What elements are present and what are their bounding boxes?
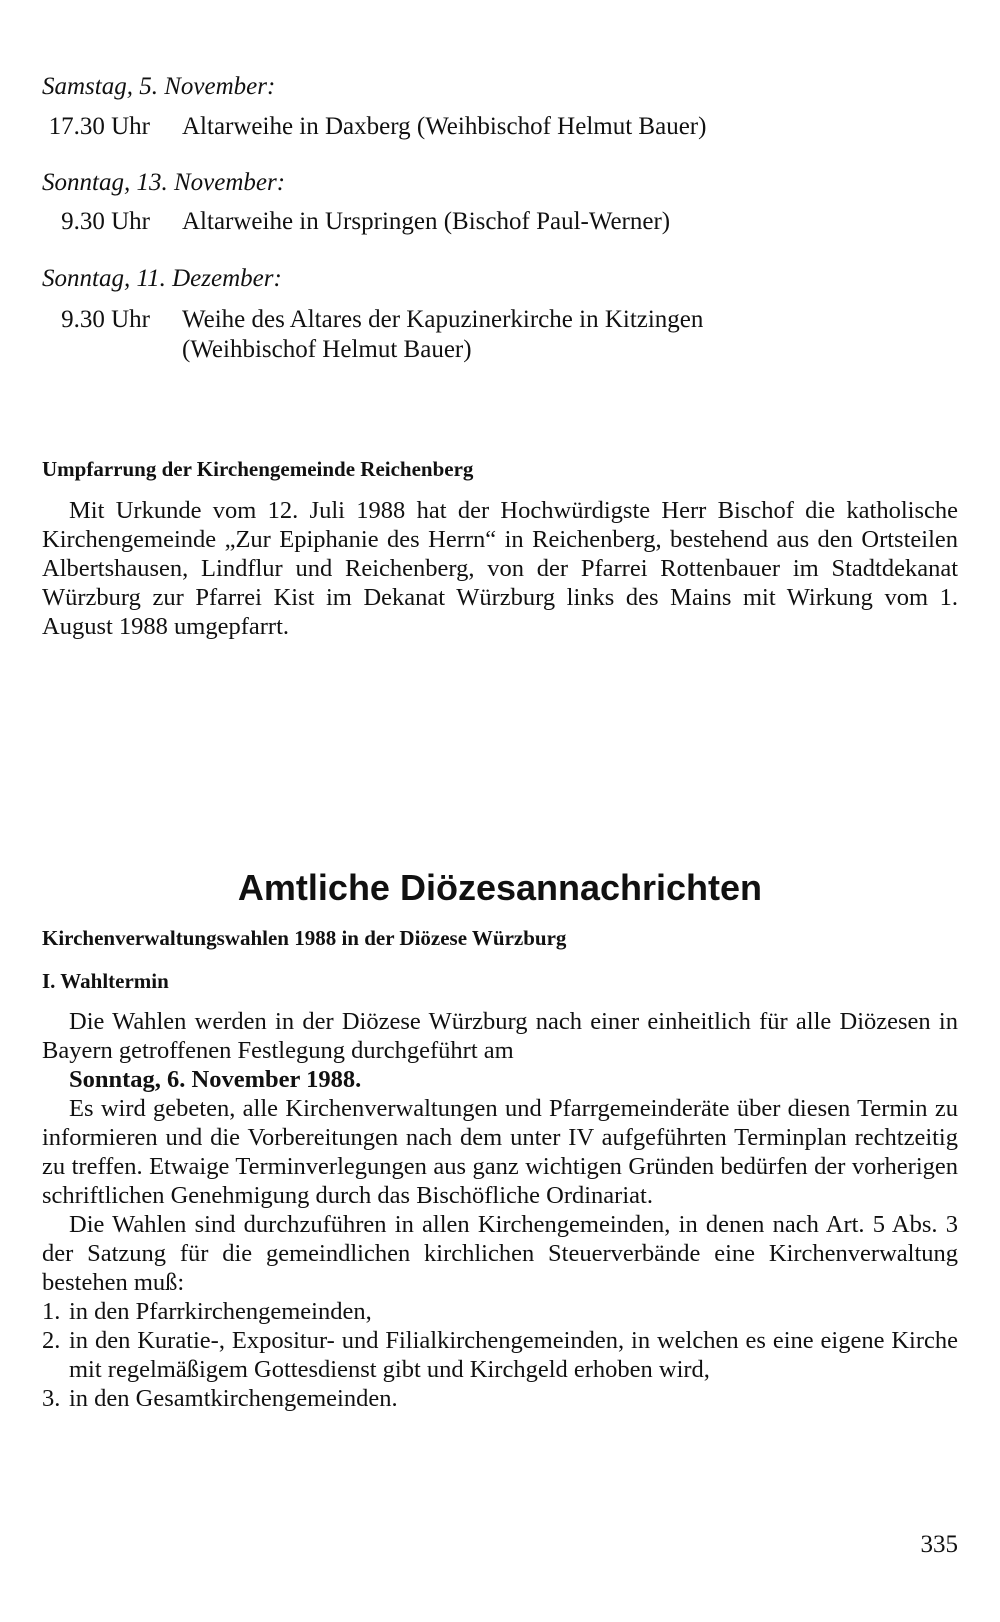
- wahltermin-block: [42, 1007, 958, 1413]
- list-number-3: 3.: [42, 1385, 61, 1412]
- schedule-entry-2: [42, 207, 958, 237]
- list-item-1: [42, 1297, 958, 1326]
- section-subheading: Kirchenverwaltungswahlen 1988 in der Diözese Würzburg: [42, 926, 567, 950]
- schedule-time-2: 9.30 Uhr: [61, 208, 150, 235]
- umpfarrung-text: Mit Urkunde vom 12. Juli 1988 hat der Hochwürdigste Herr Bischof die katholische Kirchengemeinde „Zur Epiphanie des Herrn“ in Reichenberg, bestehend aus den Ortsteilen Albertshausen, Lindflur und Reichenberg, von der Pfarrei Rottenbauer im Stadtdekanat Würzburg zur Pfarrei Kist im Dekanat Würzburg links des Mains mit Wirkung vom 1. August 1988 umgepfarrt.: [42, 497, 958, 640]
- schedule-entry-1: [42, 112, 958, 142]
- schedule-text-3-line-1: Weihe des Altares der Kapuzinerkirche in Kitzingen: [182, 306, 704, 333]
- document-page: [42, 0, 958, 1622]
- page-number: 335: [920, 1531, 958, 1558]
- list-number-1: 1.: [42, 1298, 61, 1325]
- list-item-2: [42, 1326, 958, 1384]
- list-number-2: 2.: [42, 1327, 61, 1354]
- schedule-date-2: Sonntag, 13. November:: [42, 169, 286, 196]
- schedule-text-1: Altarweihe in Daxberg (Weihbischof Helmut Bauer): [182, 113, 707, 140]
- schedule-time-1: 17.30 Uhr: [48, 113, 150, 140]
- schedule-time-3: 9.30 Uhr: [61, 306, 150, 333]
- list-text-3: in den Gesamtkirchengemeinden.: [69, 1385, 398, 1412]
- list-text-1: in den Pfarrkirchengemeinden,: [69, 1298, 372, 1325]
- schedule-date-3: Sonntag, 11. Dezember:: [42, 265, 282, 292]
- paragraph-2: Es wird gebeten, alle Kirchenverwaltungen und Pfarrgemeinderäte über diesen Termin zu informieren und die Vorbereitungen nach dem unter IV aufgeführten Terminplan rechtzeitig zu treffen. Etwaige Terminverlegungen aus ganz wichtigen Gründen bedürfen der vorherigen schriftlichen Genehmigung durch das Bischöfliche Ordinariat.: [42, 1095, 958, 1209]
- schedule-text-2: Altarweihe in Urspringen (Bischof Paul-Werner): [182, 208, 671, 235]
- paragraph-1: Die Wahlen werden in der Diözese Würzburg nach einer einheitlich für alle Diözesen in Bayern getroffenen Festlegung durchgeführt am: [42, 1008, 958, 1064]
- umpfarrung-title: Umpfarrung der Kirchengemeinde Reichenberg: [42, 457, 474, 481]
- schedule-text-3-line-2: (Weihbischof Helmut Bauer): [182, 336, 472, 363]
- umpfarrung-block: [42, 496, 958, 641]
- schedule-entry-3: [42, 305, 958, 365]
- election-date: Sonntag, 6. November 1988.: [69, 1066, 362, 1093]
- schedule-date-1: Samstag, 5. November:: [42, 73, 276, 100]
- paragraph-3: Die Wahlen sind durchzuführen in allen Kirchengemeinden, in denen nach Art. 5 Abs. 3 der Satzung für die gemeindlichen kirchlichen Steuerverbände eine Kirchenverwaltung bestehen muß:: [42, 1211, 958, 1296]
- list-text-2: in den Kuratie-, Expositur- und Filialkirchengemeinden, in welchen es eine eigene Kirche mit regelmäßigem Gottesdienst gibt und Kirchgeld erhoben wird,: [69, 1327, 958, 1383]
- section-heading: Amtliche Diözesannachrichten: [237, 867, 763, 908]
- part-title: I. Wahltermin: [42, 969, 169, 993]
- list-item-3: [42, 1384, 958, 1413]
